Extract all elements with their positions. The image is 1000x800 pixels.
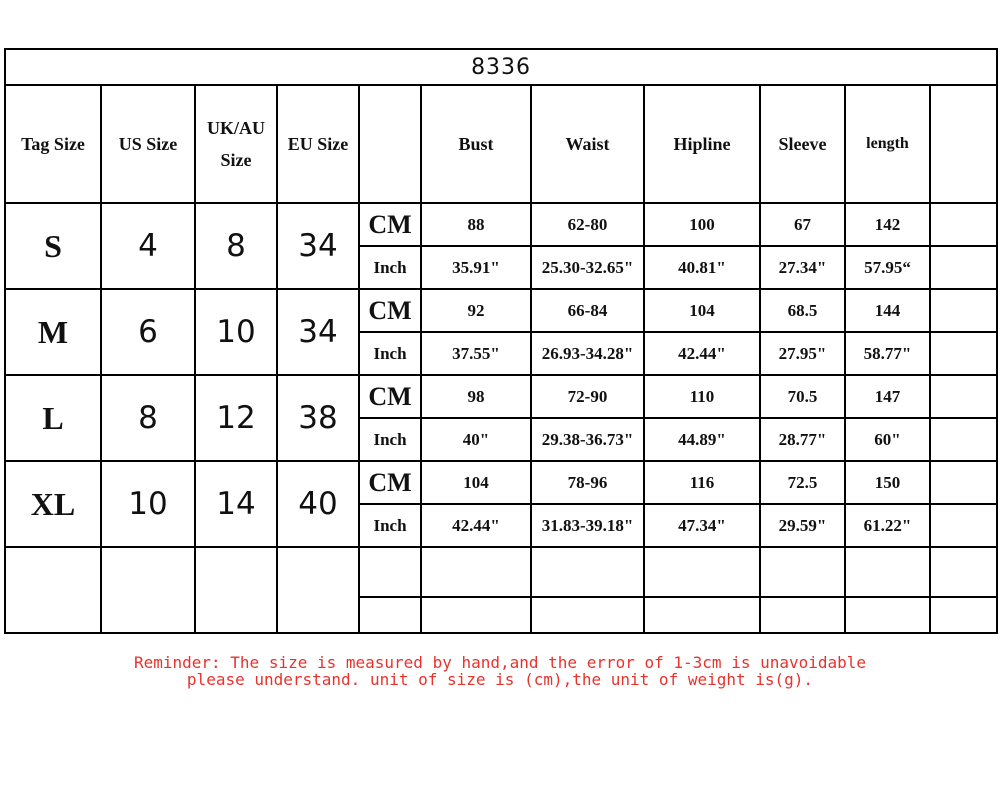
waist-cm: 66-84 (531, 289, 644, 332)
header-eu-size: EU Size (277, 85, 359, 203)
eu-size-xl: 40 (277, 461, 359, 547)
empty-row (5, 547, 997, 597)
empty-cell (531, 597, 644, 633)
header-uk-au-line2: Size (220, 150, 252, 170)
waist-inch: 29.38-36.73" (531, 418, 644, 461)
bust-inch: 35.91" (421, 246, 531, 289)
bust-cm: 104 (421, 461, 531, 504)
length-inch: 61.22" (845, 504, 930, 547)
length-cm: 150 (845, 461, 930, 504)
empty-cell (531, 547, 644, 597)
header-unit (359, 85, 421, 203)
unit-cm: CM (359, 289, 421, 332)
unit-inch: Inch (359, 504, 421, 547)
reminder-note (0, 654, 1000, 688)
uk-size-xl: 14 (195, 461, 277, 547)
tag-size-m: M (5, 289, 101, 375)
empty-cell (5, 547, 101, 633)
size-row-l-cm (5, 375, 997, 418)
unit-inch: Inch (359, 246, 421, 289)
empty-cell (644, 597, 760, 633)
unit-inch: Inch (359, 418, 421, 461)
header-length: length (845, 85, 930, 203)
bust-inch: 40" (421, 418, 531, 461)
empty-cell (101, 547, 195, 633)
reminder-line-2: please understand. unit of size is (cm),the unit of weight is(g). (186, 670, 814, 689)
sleeve-inch: 28.77" (760, 418, 845, 461)
hipline-cm: 116 (644, 461, 760, 504)
bust-inch: 42.44" (421, 504, 531, 547)
us-size-m: 6 (101, 289, 195, 375)
uk-size-m: 10 (195, 289, 277, 375)
waist-cm: 72-90 (531, 375, 644, 418)
header-sleeve: Sleeve (760, 85, 845, 203)
empty-cell (359, 597, 421, 633)
waist-cm: 78-96 (531, 461, 644, 504)
unit-inch: Inch (359, 332, 421, 375)
size-row-s-cm (5, 203, 997, 246)
us-size-s: 4 (101, 203, 195, 289)
header-uk-au-size (195, 85, 277, 203)
size-chart (4, 48, 996, 634)
waist-inch: 26.93-34.28" (531, 332, 644, 375)
size-row-xl-cm (5, 461, 997, 504)
hipline-inch: 44.89" (644, 418, 760, 461)
header-waist: Waist (531, 85, 644, 203)
eu-size-m: 34 (277, 289, 359, 375)
header-us-size: US Size (101, 85, 195, 203)
empty-cell (760, 597, 845, 633)
sleeve-cm: 72.5 (760, 461, 845, 504)
us-size-xl: 10 (101, 461, 195, 547)
empty-cell (277, 547, 359, 633)
header-uk-au-line1: UK/AU (207, 118, 265, 138)
sleeve-cm: 67 (760, 203, 845, 246)
length-inch: 60" (845, 418, 930, 461)
sleeve-inch: 29.59" (760, 504, 845, 547)
length-cm: 142 (845, 203, 930, 246)
header-tag-size: Tag Size (5, 85, 101, 203)
reminder-line-1: Reminder: The size is measured by hand,and the error of 1-3cm is unavoidable (133, 653, 867, 672)
eu-size-l: 38 (277, 375, 359, 461)
tag-size-xl: XL (5, 461, 101, 547)
bust-inch: 37.55" (421, 332, 531, 375)
sleeve-cm: 68.5 (760, 289, 845, 332)
empty-cell (845, 547, 930, 597)
bust-cm: 92 (421, 289, 531, 332)
extra-cell (930, 289, 997, 332)
sleeve-inch: 27.34" (760, 246, 845, 289)
hipline-cm: 110 (644, 375, 760, 418)
chart-title: 8336 (5, 49, 997, 85)
header-extra (930, 85, 997, 203)
hipline-cm: 100 (644, 203, 760, 246)
uk-size-s: 8 (195, 203, 277, 289)
length-cm: 144 (845, 289, 930, 332)
length-cm: 147 (845, 375, 930, 418)
waist-inch: 31.83-39.18" (531, 504, 644, 547)
empty-cell (930, 547, 997, 597)
empty-cell (644, 547, 760, 597)
size-row-m-cm (5, 289, 997, 332)
empty-cell (359, 547, 421, 597)
sleeve-cm: 70.5 (760, 375, 845, 418)
length-inch: 58.77" (845, 332, 930, 375)
unit-cm: CM (359, 461, 421, 504)
eu-size-s: 34 (277, 203, 359, 289)
empty-cell (421, 547, 531, 597)
waist-cm: 62-80 (531, 203, 644, 246)
waist-inch: 25.30-32.65" (531, 246, 644, 289)
extra-cell (930, 504, 997, 547)
hipline-inch: 42.44" (644, 332, 760, 375)
length-inch: 57.95“ (845, 246, 930, 289)
size-table (4, 48, 998, 634)
hipline-cm: 104 (644, 289, 760, 332)
empty-cell (421, 597, 531, 633)
header-bust: Bust (421, 85, 531, 203)
empty-cell (845, 597, 930, 633)
sleeve-inch: 27.95" (760, 332, 845, 375)
bust-cm: 88 (421, 203, 531, 246)
hipline-inch: 40.81" (644, 246, 760, 289)
hipline-inch: 47.34" (644, 504, 760, 547)
uk-size-l: 12 (195, 375, 277, 461)
tag-size-s: S (5, 203, 101, 289)
empty-cell (930, 597, 997, 633)
bust-cm: 98 (421, 375, 531, 418)
extra-cell (930, 461, 997, 504)
unit-cm: CM (359, 375, 421, 418)
tag-size-l: L (5, 375, 101, 461)
empty-cell (760, 547, 845, 597)
extra-cell (930, 332, 997, 375)
extra-cell (930, 375, 997, 418)
header-row (5, 85, 997, 203)
empty-cell (195, 547, 277, 633)
unit-cm: CM (359, 203, 421, 246)
header-hipline: Hipline (644, 85, 760, 203)
extra-cell (930, 418, 997, 461)
extra-cell (930, 246, 997, 289)
us-size-l: 8 (101, 375, 195, 461)
extra-cell (930, 203, 997, 246)
